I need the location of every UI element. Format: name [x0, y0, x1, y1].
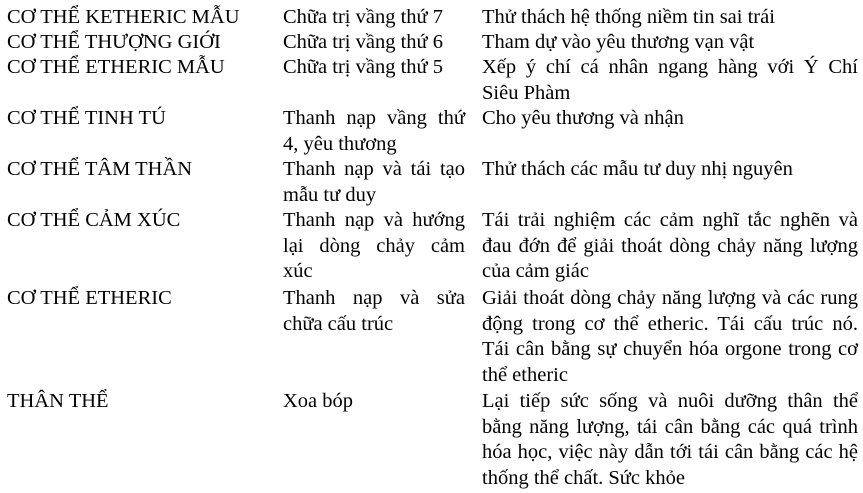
- body-layer-name: CƠ THỂ ETHERIC MẪU: [7, 56, 225, 78]
- body-layer-name: CƠ THỂ THƯỢNG GIỚI: [7, 31, 221, 53]
- body-layer-name: THÂN THỂ: [7, 390, 109, 412]
- body-layer-name: CƠ THỂ TINH TÚ: [7, 107, 166, 129]
- healing-method: Thanh nạp và sửa chữa cấu trúc: [283, 287, 465, 335]
- healing-effect: Cho yêu thương và nhận: [482, 107, 684, 129]
- body-layer-name: CƠ THỂ CẢM XÚC: [7, 209, 181, 231]
- healing-effect: Giải thoát dòng chảy năng lượng và các rung động trong cơ thể etheric. Tái cấu trúc nó. Tái cân bằng sự chuyển hóa orgone trong cơ thể etheric: [482, 287, 858, 386]
- healing-method: Thanh nạp và hướng lại dòng chảy cảm xúc: [283, 209, 465, 282]
- healing-effect: Tham dự vào yêu thương vạn vật: [482, 31, 755, 53]
- healing-effect: Thử thách các mẫu tư duy nhị nguyên: [482, 158, 793, 180]
- healing-method: Thanh nạp và tái tạo mẫu tư duy: [283, 158, 465, 206]
- healing-effect: Tái trải nghiệm các cảm nghĩ tắc nghẽn và đau đớn để giải thoát dòng chảy năng lượng của cảm giác: [482, 209, 858, 282]
- body-layer-name: CƠ THỂ KETHERIC MẪU: [7, 6, 240, 28]
- healing-method: Xoa bóp: [283, 390, 354, 412]
- healing-effect: Lại tiếp sức sống và nuôi dưỡng thân thể bằng năng lượng, tái cân bằng các quá trình hóa học, việc này dẫn tới tái cân bằng các hệ thống thể chất. Sức khỏe: [482, 390, 858, 489]
- healing-method: Chữa trị vầng thứ 6: [283, 31, 444, 53]
- healing-effect: Xếp ý chí cá nhân ngang hàng với Ý Chí Siêu Phàm: [482, 56, 858, 104]
- healing-method: Thanh nạp vầng thứ 4, yêu thương: [283, 107, 465, 155]
- body-layer-name: CƠ THỂ TÂM THẦN: [7, 158, 193, 180]
- healing-effect: Thử thách hệ thống niềm tin sai trái: [482, 6, 775, 28]
- healing-method: Chữa trị vầng thứ 7: [283, 6, 444, 28]
- healing-method: Chữa trị vầng thứ 5: [283, 56, 444, 78]
- body-layer-name: CƠ THỂ ETHERIC: [7, 287, 172, 309]
